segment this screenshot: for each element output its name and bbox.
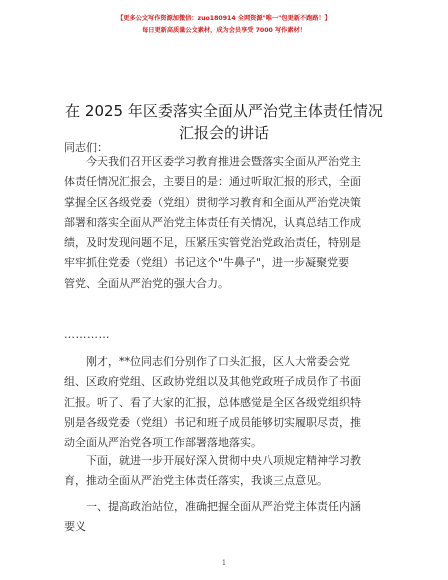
paragraph-line: 下面，就进一步开展好深入贯彻中央八项规定精神学习教	[64, 454, 361, 467]
paragraph-line: 管党、全面从严治党的强大合力。	[64, 276, 229, 290]
paragraph-line: 一、提高政治站位，准确把握全面从严治党主体责任内涵	[64, 500, 361, 513]
paragraph-line: 汇报。听了、看了大家的汇报，总体感觉是全区各级党组织特	[64, 395, 361, 409]
section-heading-1	[64, 497, 394, 538]
paragraph-line: 要义	[64, 520, 86, 534]
paragraph-line: 组、区政府党组、区政协党组以及其他党政班子成员作了书面	[64, 375, 361, 389]
paragraph-line: 绩，及时发现问题不足，压紧压实管党治党政治责任，特别是	[64, 236, 361, 250]
paragraph-1	[64, 152, 394, 294]
paragraph-line: 体责任情况汇报会，主要目的是：通过听取汇报的形式，全面	[64, 175, 361, 189]
title-line-1: 在 2025 年区委落实全面从严治党主体责任情况	[65, 102, 383, 120]
paragraph-line: 今天我们召开区委学习教育推进会暨落实全面从严治党主	[64, 155, 361, 168]
paragraph-line: 牢牢抓住党委（党组）书记这个"牛鼻子"，进一步凝聚党要	[64, 256, 350, 270]
paragraph-2	[64, 352, 394, 453]
paragraph-line: 育，推动全面从严治党主体责任落实，我谈三点意见。	[64, 474, 328, 488]
omission-ellipsis: …………	[64, 328, 110, 341]
paragraph-3	[64, 451, 394, 492]
paragraph-line: 掌握全区各级党委（党组）贯彻学习教育和全面从严治党决策	[64, 195, 361, 209]
promo-banner-line-2: 每日更新高质量公文素材，成为会员享受 7000 写作素材！	[142, 27, 306, 34]
title-line-2: 汇报会的讲话	[178, 124, 269, 142]
paragraph-line: 动全面从严治党各项工作部署落地落实。	[64, 436, 262, 450]
page-number: 1	[221, 559, 227, 567]
paragraph-line: 部署和落实全面从严治党主体责任有关情况，认真总结工作成	[64, 215, 361, 229]
promo-banner-line-1: 【更多公文写作资源加微信：zuo180914 全网资源"唯一"包更新不跑路！】	[117, 15, 331, 22]
paragraph-line: 别是各级党委（党组）书记和班子成员能够切实履职尽责，推	[64, 415, 361, 429]
salutation-text: 同志们：	[64, 141, 108, 154]
paragraph-line: 刚才，**位同志们分别作了口头汇报，区人大常委会党	[64, 355, 350, 368]
